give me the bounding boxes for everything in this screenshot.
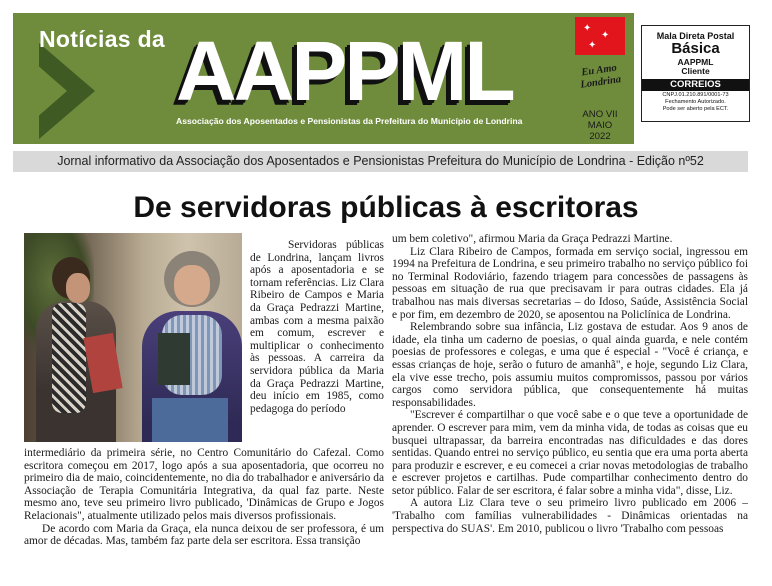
flag-star-icon: ✦ xyxy=(588,40,597,51)
postal-line-4: Cliente xyxy=(681,66,710,76)
journal-tagline: Jornal informativo da Associação dos Aposentados e Pensionistas Prefeitura do Município de Londrina - Edição nº52 xyxy=(13,151,748,172)
masthead-brand-title: AAPPML xyxy=(176,24,513,118)
motto xyxy=(569,61,632,93)
edition-year: 2022 xyxy=(589,131,611,142)
edition-month: MAIO xyxy=(587,120,613,131)
paragraph: De acordo com Maria da Graça, ela nunca deixou de ser professora, é um amor de décadas. Mas, também faz parte dela ser escritora. Essa transição xyxy=(24,522,384,548)
paragraph: "Escrever é compartilhar o que você sabe e o que teve a oportunidade de aprender. O escrever para mim, vem da minha vida, de todas as coisas que eu busquei ultrapassar, da barreira encontradas nas dificuldades e das dores sentidas. Quando entrei no serviço público, eu sentia que era uma porta aberta para produzir e escrever, e eu comecei a criar novas metodologias de trabalho e escrever projetos e cartilhas. Pude compartilhar conhecimento dentro do setor público. Falar de ser escritora, é falar sobre a minha vida", disse, Liz. xyxy=(392,409,748,497)
article-column-1-bottom xyxy=(24,447,384,548)
edition-year-label: ANO VII xyxy=(582,109,618,120)
masthead-subtitle: Associação dos Aposentados e Pensionistas da Prefeitura do Município de Londrina xyxy=(176,116,523,126)
postal-fine-2: Fechamento Autorizado. xyxy=(665,99,726,106)
postal-fine-3: Pode ser aberto pela ECT. xyxy=(662,106,729,113)
flag-star-icon: ✦ xyxy=(601,30,610,41)
postal-fine-1: CNPJ.01.210.891/0001-73 xyxy=(662,92,729,98)
photo-jeans xyxy=(152,398,228,442)
motto-line-2: Londrina xyxy=(579,74,622,91)
postal-line-2: Básica xyxy=(671,40,720,57)
londrina-flag xyxy=(575,17,625,55)
photo-face-left xyxy=(66,273,90,303)
chevron-inner-graphic xyxy=(35,63,67,119)
paragraph: Relembrando sobre sua infância, Liz gostava de estudar. Aos 9 anos de idade, ela tinha um caderno de poesias, o qual ainda guarda, e nele contém poesias de professores e colegas, e uma que é especial - "Você é criança, e essas crianças de hoje, serão o futuro de amanhã", e hoje, segundo Liz Clara, ela vive esse trecho, pois assumiu muitos compromissos, passou por vários cargos como servidora pública, que consequentemente há muitas responsabilidades. xyxy=(392,321,748,409)
article-headline: De servidoras públicas à escritoras xyxy=(133,191,639,224)
article-photo xyxy=(24,233,242,442)
article-column-2 xyxy=(392,233,748,535)
paragraph: A autora Liz Clara teve o seu primeiro livro publicado em 2006 – 'Trabalho com famílias vulnerabilidades - Dinâmicas orientadas na perspectiva do SUAS'. Em 2010, publicou o livro 'Trabalho com pessoas xyxy=(392,497,748,535)
paragraph: Servidoras públicas de Londrina, lançam livros após a aposentadoria e se tornam referências. Liz Clara Ribeiro de Campos e Maria da Graça Pedrazzi Martine, ambas com a mesma paixão em comum, escrever e multiplicar o conhecimento às pessoas. A carreira da servidora pública da Maria da Graça Pedrazzi Martine, deu início em 1985, como pedagoga do período xyxy=(250,239,384,415)
photo-scarf xyxy=(52,303,86,413)
edition-info xyxy=(566,109,634,142)
masthead-banner xyxy=(13,13,566,144)
motto-line-1: Eu Amo xyxy=(580,62,618,79)
masthead-prefix: Notícias da xyxy=(39,26,166,52)
postal-line-3: AAPPML xyxy=(677,57,714,67)
paragraph: um bem coletivo", afirmou Maria da Graça Pedrazzi Martine. xyxy=(392,233,673,245)
paragraph: Liz Clara Ribeiro de Campos, formada em serviço social, ingressou em 1994 na Prefeitura de Londrina, e seu primeiro trabalho no serviço público foi no Terminal Rodoviário, fazendo triagem para concessões de passagens às pessoas em situação de rua que precisavam ir para outras cidades. Ela já trabalhou nas mais diversas secretarias – do Idoso, Saúde, Assistência Social e por fim, em dezembro de 2020, se aposentou na Policlínica de Londrina. xyxy=(392,245,748,321)
flag-star-icon: ✦ xyxy=(583,23,592,34)
paragraph: intermediário da primeira série, no Centro Comunitário do Cafezal. Como escritora começou em 2017, logo após a sua aposentadoria, que ocorreu no primeiro dia de maio, coincidentemente, no dia do trabalhador e aniversário da Associação de Terapia Comunitária Integrativa, da qual faz parte. Neste mesmo ano, teve seu primeiro livro publicado, 'Dinâmicas de Grupo e Jogos Relacionais", atualmente utilizado pelos mais diversos profissionais. xyxy=(24,447,384,522)
postal-stamp xyxy=(641,25,750,122)
postal-line-1: Mala Direta Postal xyxy=(656,31,735,41)
article-column-1-top xyxy=(250,239,384,415)
photo-book-right xyxy=(158,333,190,385)
photo-face-right xyxy=(174,265,210,305)
masthead-side-panel xyxy=(566,13,634,144)
postal-correios-bar: CORREIOS xyxy=(642,79,749,91)
